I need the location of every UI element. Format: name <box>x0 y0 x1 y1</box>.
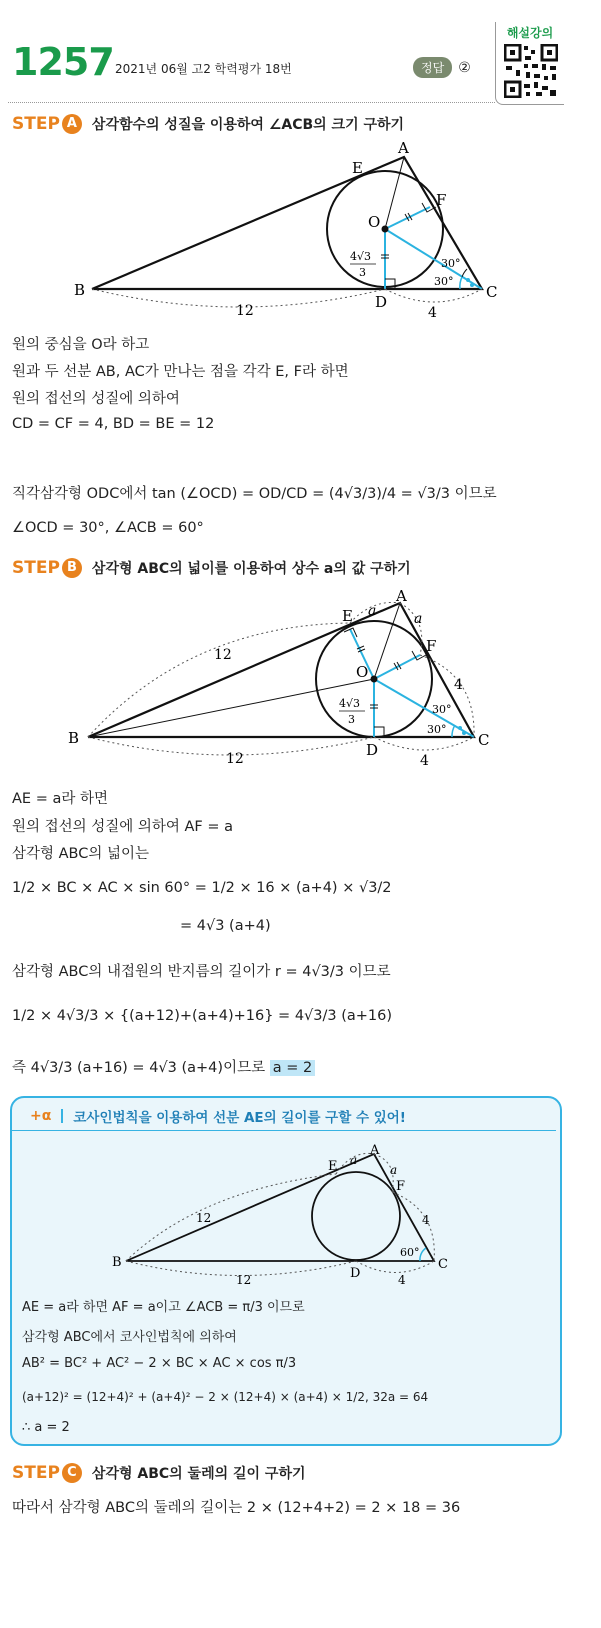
text-line: AE = a라 하면 <box>12 791 108 807</box>
alpha-head: +α <box>30 1108 52 1124</box>
step-letter: C <box>62 1463 82 1483</box>
label-E: E <box>328 1159 338 1174</box>
text-line: 1/2 × 4√3/3 × {(a+12)+(a+4)+16} = 4√3/3 (a+16) <box>12 1008 393 1024</box>
label-a1: a <box>350 1153 358 1167</box>
label-E: E <box>352 159 363 177</box>
figure-b <box>0 585 601 775</box>
text-line: 삼각형 ABC의 넓이는 <box>12 846 150 862</box>
label-angle2: 30° <box>427 723 447 736</box>
label-radius: 4√3 <box>350 250 372 263</box>
label-BD: 12 <box>236 1273 252 1285</box>
problem-number: 1257 <box>12 40 114 84</box>
answer-value: ② <box>458 59 471 76</box>
label-B: B <box>68 729 80 747</box>
label-D: D <box>366 741 379 759</box>
label-C: C <box>486 283 498 301</box>
label-DC: 4 <box>420 753 429 769</box>
step-c-heading <box>12 1463 306 1483</box>
text-line <box>12 1056 315 1077</box>
qr-label: 해설강의 <box>506 26 554 40</box>
figure-alpha <box>0 1140 601 1285</box>
text-line: 삼각형 ABC의 내접원의 반지름의 길이가 r = 4√3/3 이므로 <box>12 964 391 980</box>
label-F: F <box>426 637 437 655</box>
step-label: STEP <box>12 1463 60 1483</box>
qr-box[interactable] <box>495 22 564 105</box>
label-O: O <box>368 213 381 231</box>
label-radius-den: 3 <box>348 713 355 726</box>
step-label: STEP <box>12 114 60 134</box>
label-B: B <box>74 281 86 299</box>
label-BD: 12 <box>226 751 244 767</box>
text-line: 원의 접선의 성질에 의하여 <box>12 391 180 407</box>
label-CF: 4 <box>454 677 463 693</box>
label-a2: a <box>414 611 423 627</box>
text-line: 1/2 × BC × AC × sin 60° = 1/2 × 16 × (a+4) × √3/2 <box>12 880 392 896</box>
label-radius: 4√3 <box>339 697 361 710</box>
label-D: D <box>350 1266 361 1281</box>
text-line: ∠OCD = 30°, ∠ACB = 60° <box>12 520 204 536</box>
answer-badge: 정답 <box>413 57 452 78</box>
result-highlight: a = 2 <box>270 1060 315 1076</box>
step-letter: B <box>62 558 82 578</box>
step-b-heading <box>12 558 411 578</box>
step-a-heading <box>12 114 404 134</box>
step-title: 삼각형 ABC의 넓이를 이용하여 상수 a의 값 구하기 <box>91 561 411 577</box>
label-A: A <box>396 587 407 605</box>
label-A: A <box>398 139 409 157</box>
label-DC: 4 <box>428 305 437 321</box>
label-A: A <box>370 1143 380 1158</box>
text-span: 즉 4√3/3 (a+16) = 4√3 (a+4)이므로 <box>12 1060 266 1076</box>
label-B: B <box>112 1255 122 1270</box>
step-title: 삼각형 ABC의 둘레의 길이 구하기 <box>91 1466 306 1482</box>
label-angle: 60° <box>400 1246 420 1259</box>
label-F: F <box>396 1179 406 1194</box>
alpha-heading <box>30 1106 406 1126</box>
answer-area <box>413 57 471 78</box>
alpha-line: 삼각형 ABC에서 코사인법칙에 의하여 <box>22 1330 237 1345</box>
label-F: F <box>436 191 447 209</box>
text-line: 따라서 삼각형 ABC의 둘레의 길이는 2 × (12+4+2) = 2 × 18 = 36 <box>12 1500 461 1516</box>
alpha-line: (a+12)² = (12+4)² + (a+4)² − 2 × (12+4) × (a+4) × 1/2, 32a = 64 <box>22 1390 429 1404</box>
step-label: STEP <box>12 558 60 578</box>
label-angle1: 30° <box>441 257 461 270</box>
alpha-line: AB² = BC² + AC² − 2 × BC × AC × cos π/3 <box>22 1356 297 1371</box>
alpha-divider <box>61 1109 63 1123</box>
label-a2: a <box>390 1163 398 1177</box>
label-angle1: 30° <box>432 703 452 716</box>
text-line: 원과 두 선분 AB, AC가 만나는 점을 각각 E, F라 하면 <box>12 364 349 380</box>
label-D: D <box>375 293 388 311</box>
figure-a <box>0 135 601 330</box>
label-BE: 12 <box>196 1211 212 1225</box>
label-DC: 4 <box>398 1273 406 1285</box>
alpha-line: ∴ a = 2 <box>22 1420 70 1435</box>
label-a1: a <box>368 603 377 619</box>
alpha-title: 코사인법칙을 이용하여 선분 AE의 길이를 구할 수 있어! <box>73 1110 406 1126</box>
label-angle2: 30° <box>434 275 454 288</box>
alpha-head-line <box>12 1130 556 1131</box>
alpha-line: AE = a라 하면 AF = a이고 ∠ACB = π/3 이므로 <box>22 1300 305 1315</box>
step-title: 삼각함수의 성질을 이용하여 ∠ACB의 크기 구하기 <box>91 117 405 133</box>
label-C: C <box>478 731 490 749</box>
label-radius-den: 3 <box>359 266 366 279</box>
label-C: C <box>438 1257 448 1272</box>
text-line: 원의 접선의 성질에 의하여 AF = a <box>12 819 234 835</box>
qr-code-icon <box>504 44 558 98</box>
header-divider <box>8 102 495 103</box>
text-line: 직각삼각형 ODC에서 tan (∠OCD) = OD/CD = (4√3/3)/4 = √3/3 이므로 <box>12 486 497 502</box>
text-line: 원의 중심을 O라 하고 <box>12 337 150 353</box>
text-line: CD = CF = 4, BD = BE = 12 <box>12 416 215 432</box>
label-CF: 4 <box>422 1213 430 1227</box>
label-O: O <box>356 663 369 681</box>
exam-info: 2021년 06월 고2 학력평가 18번 <box>115 62 292 76</box>
label-BE: 12 <box>214 647 232 663</box>
label-E: E <box>342 607 353 625</box>
text-line: = 4√3 (a+4) <box>180 918 271 934</box>
label-BD: 12 <box>236 303 254 319</box>
step-letter: A <box>62 114 82 134</box>
